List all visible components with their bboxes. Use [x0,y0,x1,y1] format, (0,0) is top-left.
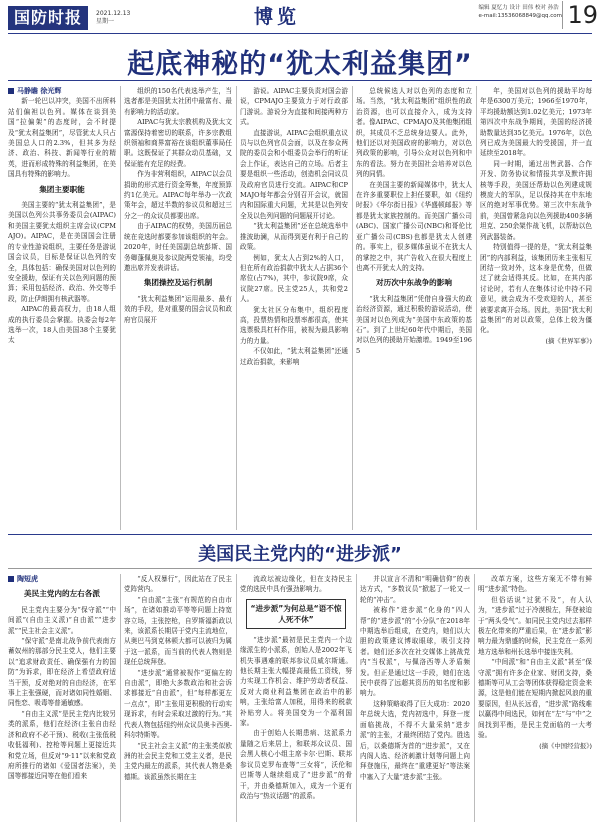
paragraph: 被称作“进步派”化身的“四人帮”的“进步派”的“小分队”在2018年中期选举后组成，在党内，她们以大胆的政策建议博取眼球，吸引支持者。她们还多次在社交媒体上挑战党内“当权派”，与佩洛西等人矛盾频发。但正是通过这一手段，她们在选民中获得了远超其资历的知名度和影响力。 [360,606,470,698]
boxed-subheading: “进步派”为何总是“语不惊人死不休” [246,599,346,629]
paragraph: 直接游说，AIPAC会组织重点议员与以色列官员会面，以及在参众两院的委员会和小组委员会举行的听证会上作证，表达自己的立场。后者主要是组织一些活动，创造机会同议员及政府官员进行交流。AIPAC和CPMAJO每年都会分别召开会议，就国内和国际重大问题，尤其是以色列安全及以色列问题的问题展开讨论。 [240,128,348,220]
paragraph: 同一时期，通过出售武器、合作开发、防务协议和情报共享及默许拥核等手段，美国还帮助以色列建成规模庞大的军队，足以保持其在中东地区的绝对军事优势。第三次中东战争前，美国曾紧急向以色列援助400多辆坦克、250余架作战飞机，以帮助以色列武器装备。 [480,159,592,241]
article1-headline: 起底神秘的“犹太利益集团” [127,49,473,80]
editor-credits [479,4,562,20]
paragraph: 在美国主要的新闻媒体中，犹太人在许多重要职位上担任要职，如《纽约时报》《华尔街日报》《华盛顿邮报》等都是犹太家族控制的。而美国广播公司(ABC)、国家广播公司(NBC)和哥伦比亚广播公司(CBS)也都是犹太人创建的。事实上，很多媒体虽说不在犹太人的掌控之中，其广告收入在很大程度上也离不开犹太人的支持。 [356,180,472,272]
column-divider [476,86,477,530]
column-divider [474,574,475,822]
article1-column-5 [480,86,592,530]
article2-column-4 [360,574,470,822]
paragraph: “自由派”主张“有规范的自由市场”，在诸如推动平等等问题上持宽容立场，主张控枪，自罗斯福新政以来，该派系长期居于党内主流地位，从奥巴马到克林顿大都可以被归为属于这一派系，而当前的代表人物则是现任总统拜登。 [124,595,232,667]
paragraph: 由于创始人长期患病、这派系力量随之后来居上，和联邦众议员、国会黑人核心小组主席卡尔·巴斯、联邦参议员克罗布查等“三女将”，沃伦和巴斯等人继续组成了“进步派”的骨干，并由桑德斯加入，成为一个更有政治与“热议话题”的派系。 [240,729,352,800]
subheading: 对历次中东战争的影响 [376,278,452,288]
article2-column-3 [240,574,352,822]
paragraph: 游说。AIPAC主要负责对国会游说，CPMAJO主要致力于对行政部门游说。游说分为直接和间接两种方式。 [240,87,348,127]
paragraph: 这种策略取得了巨大成功：2020年总统大选，党内初选中，拜登一度面临挑战，不得不大量采纳“进步派”的主张，才最终团结了党内。胜选后，以桑德斯为首的“进步派”，又在内阁人选、经济刺激计划等问题上向拜登施压，最终在“重建更好”等法案中塞入了大量“进步派”主张。 [360,699,470,781]
weekday-text: 星期一 [96,18,115,25]
subheading: 美民主党内的左右各派 [24,589,100,599]
column-divider [120,86,121,530]
paragraph: “中间派”和“自由主义派”甚至“保守派”拥有许多企业家、财团支持，桑德斯等可从工会等团体获得稳定资金来源，这是他们能在短期内掀起风浪的重要原因，但从长远看，“进步派”路线难以赢得中间选民，如何在“左”与“中”之间找到平衡，是民主党面临的一大考验。 [478,658,592,740]
author-marker-icon [8,88,14,94]
article2-source: (摘《中国经营报》) [539,741,592,750]
paragraph: “保守派”是南北战争前代表南方蓄奴州的那部分民主党人，他们主要以“追求财政责任、确保强有力的国防”为诉求，即在经济上希望政府适当干预，反对绝对的自由经济，在军事上主张强硬，而对诸如同性婚姻、同性恋、吸毒等普通敏感。 [8,637,116,708]
subheading: 集团操控及运行机制 [143,278,213,288]
paragraph: 并以宣言不清和“明确信仰”的表达方式，“多数议员”掀起了一轮又一轮的“冲击”。 [360,575,470,604]
paragraph: 由于AIPAC的权势，美国历届总统在竞选时都要参加该组织的年会。2020年，时任美国副总统彭斯、国务卿蓬佩奥及参议院两党领袖，均受邀出席并发表讲话。 [124,222,232,272]
paragraph: “犹太利益集团”运用最多、最有效的手段，是对重要的国会议员和政府官员展开 [124,294,232,324]
paragraph: 但俗话说“过犹不及”，有人认为，“进步派”过于冷漠极左，拜登被迫于“两头受气”。如同民主党内过去那样极左化带来的严重后果，在“进步派”影响力最为鼎盛的时候，民主党在一系列地方选举和州长选举中接连失利。 [478,595,592,656]
column-divider [236,86,237,530]
headline-rule [8,80,592,81]
subheading: 集团主要职能 [39,184,85,194]
paragraph: “犹太利益集团”还在总统选举中推波助澜，从而得到更有利于自己的政策。 [240,222,348,252]
headline-rule [8,568,592,569]
paragraph: 改革方案，这些方案无不带有鲜明“进步派”特色。 [478,575,592,594]
article2-column-1 [8,574,116,822]
editor-names: 编辑 夏忆力 设计 田伟 校对 孙浩 [478,5,559,11]
article2-column-2 [124,574,232,822]
article2-headline: 美国民主党内的“进步派” [198,544,402,565]
column-divider [356,574,357,822]
article1-column-3 [240,86,348,530]
paragraph: 特别值得一提的是，“犹太利益集团”的内部利益，该集团历来主张相互团结一致对外，这本身是优势，但做过了就会适得其反。比如，在其内部讨论时，若有人在集体讨论中持不同意见，就会成为不受欢迎的人，甚至被要求离开会场。因此，美国“犹太利益集团”的对以政策，总体上较为僵化。 [480,243,592,335]
paragraph: 作为非营利组织，AIPAC以会员捐助的形式进行资金筹集，年度预算约1亿美元。AIPAC每年举办一次政策年会，超过半数的参议员和超过三分之一的众议员都要出席。 [124,170,232,220]
article1-source: (摘《世界军事》) [545,336,592,345]
issue-date [96,10,130,26]
paragraph: 新一轮巴以冲突，美国不出所料站们偏袒以色列。媒体在谈到美国“拉偏架”的态度时，会不时提及“犹太利益集团”，尽管犹太人只占美国总人口的2.3%，但其多为经济、政治、科技、新闻等行业的精英，进而形成特殊的利益集团，在美国具有特殊的影响力。 [8,97,116,179]
article-divider [8,534,592,535]
paragraph: 民主党内主要分为“保守派”“中间派”(自由主义派)“自由派”“进步派”“民主社会主义派”。 [8,605,116,635]
paragraph: “进步派”通常被视作“更偏左的自由派”，即绝大多数政治和社会诉求都接近“自由派”，但“每样都更左一点点”，即“主张用更积极的行动实现诉求，有时会采取过激的行为。”其代表人物包括纽约州众议员奥卡西奥-科尔特斯等。 [124,668,232,740]
column-divider [236,574,237,822]
section-title: 博览 [254,6,301,28]
editor-email: e-mail:13536068849@qq.com [478,13,562,19]
article1-column-2 [124,86,232,530]
article2-column-5 [478,574,592,822]
column-divider [352,86,353,530]
date-text: 2021.12.13 [96,10,131,17]
paragraph: “民主社会主义派”的主张类似欧洲的社会民主党和工党主义者，是民主党内最左的派系，其代表人物是桑德斯。该派虽然长期在主 [124,741,232,781]
paragraph: AIPAC与犹太宗教机构及犹太文富源保持着密切的联系，许多宗教组织领袖和商界富裕在该组织董事局任职。这既保证了其群众动员基础，又保证能有充足的经费。 [124,118,232,168]
newspaper-logo: 国防时报 [8,6,88,30]
column-divider [120,574,121,822]
page-number: 19 [562,1,598,29]
author-marker-icon [8,576,14,582]
paragraph: AIPAC的最高权力，由18人组成的执行委员会掌握。执委会每2年选举一次，18人由美国38个主要犹太 [8,305,116,345]
paragraph: “反人权暴行”，因此站在了民主党阵营内。 [124,575,232,594]
paragraph: 例如，犹太人占到2%的人口，但在所有政治捐款中犹太人占据36个席位(占7%)，其中，参议院9席，众议院27席。民主党25人，共和党2人。 [240,253,348,304]
paragraph: “自由主义派”是民主党内比较另类的派系，他们在经济(主张自由经济和政府不必干预)、税收(主张低税收低福利)、控枪等问题上更接近共和党立场，但反对“9·11”以来和党政府所推行的诸如《爱国者法案》，美国等都接近同等在他们看来 [8,709,116,781]
paragraph: 组织的150名代表选举产生，当选者都是美国犹太社团中最富有、最有影响力的活动家。 [124,87,232,116]
article1-column-4 [356,86,472,530]
paragraph: 犹太社区分布集中，组织程度高，投票热情和投票率都很高，使其选票极具杠杆作用，被视为最具影响力的力量。 [240,305,348,345]
paragraph: “进步派”最初是民主党内一个边缘派生的小派系，创始人是2002年飞机失事遇难的联邦参议员威尔斯通。他长期主张大幅提高最低工资线，努力实现工作机会、维护劳动者权益、反对大商业利益集团在政治中的影响，主张给富人加税，用得来的税款补贴穷人。将美国变为一个福利国家。 [240,635,352,728]
article1-column-1 [8,86,116,530]
article2-author: 陶短虎 [8,574,116,584]
paragraph: 不仅如此，“犹太利益集团”还通过政治捐款，来影响 [240,347,348,366]
paragraph: 年，美国对以色列的援助平均每年是6300万美元；1966至1970年，平均援助额达到1.02亿美元；1973年第四次中东战争期间，美国的经济援助数量达到35亿美元。1976年，以色列已成为美国最大的受援国，并一直延续至2018年。 [480,87,592,158]
paragraph: 流政坛被边缘化，但在支持民主党的选民中具有强劲影响力。 [240,575,352,594]
paragraph: 美国主要的“犹太利益集团”，是美国以色列公共事务委员会(AIPAC)和美国主要犹太组织主席会议(CPMAJO)。AIPAC，是在美国国会注册的专业性游说组织，主要任务是游说国会议员，目标是保证以色列的安全，具体包括：确保美国对以色列的安全援助，保证有关以色列问题的预算；采用包括经济、政治、外交等手段，防止伊朗拥有核武器等。 [8,201,116,303]
paragraph: “犹太利益集团”凭借自身强大的政治经济资源，通过积极的游说活动，使美国对以色列成为“美国中东政策的基石”。到了上世纪60年代中期后，美国对以色列的援助开始激增。1949至1965 [356,294,472,355]
paragraph: 总统候选人对以色列的态度和立场。当然，“犹太利益集团”组织性的政治资源，也可以直接介入，成为支持者。像AIPAC、CPMAJO及其他集团组织，其成员不乏总统身边要人。此外，他们还以对美国政府的影响力，对以色列政策的影响，引导公众对以色列和中东的看法。努力在美国社会培养对以色列的同情。 [356,87,472,179]
article1-author: 马静瞻 徐光辉 [8,86,116,96]
